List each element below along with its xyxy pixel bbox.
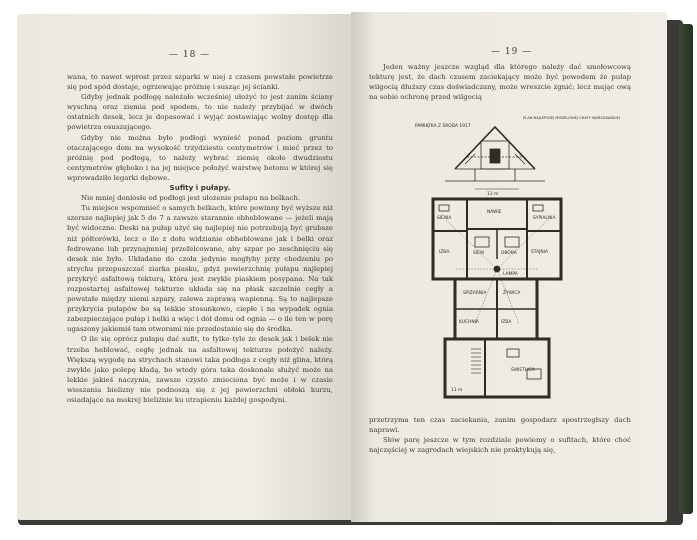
room-label: IZBA	[439, 250, 450, 255]
plan-caption-left: PAMIĄTKA Z ŚRODA 1917	[415, 124, 471, 129]
paragraph: Jeden ważny jeszcze wzgląd dla którego należy dać smołowcową tekturę jest, że dach czasem zaciekający może być powodem że pułap wilgocią dłuższy czas doświadczany, może wreszcie zgnić; lecz mając ową na sobie ochronę przed wilgocią	[369, 63, 631, 102]
room-label: IZBA	[501, 320, 512, 325]
paragraph: wana, to nawet wprost przez szparki w niej z czasem powstałe powietrze się pod spód dostaje, ogrzewając próżnię i susząc jej ścianki.	[67, 73, 333, 92]
left-page	[17, 14, 351, 520]
room-label: OBORA	[501, 251, 517, 256]
room-label: KUCHNIA	[459, 320, 479, 325]
right-page-text-bottom	[369, 415, 631, 455]
room-label: NAWIE	[487, 210, 502, 215]
section-heading: Sufity i pułapy.	[169, 183, 231, 193]
page-number: — 19 —	[491, 47, 533, 57]
room-label: SIENIA	[437, 216, 452, 221]
room-label: STAJNIA	[531, 250, 549, 255]
right-page-text-top	[369, 62, 631, 102]
left-page-text	[67, 72, 333, 405]
paragraph: Nie mniej doniosłe od podłogi jest ułożenie pułapu na belkach.	[81, 194, 300, 203]
room-label: LAMPA	[503, 272, 518, 277]
room-label: ŚWIETLICA	[511, 368, 535, 373]
book-cover-edge	[679, 24, 693, 514]
plan-dimension: 13 m	[487, 192, 499, 197]
room-label: SPIŻARNIA	[463, 291, 487, 296]
paragraph: Gdyby jednak podłogę należało wcześniej ułożyć to jest zanim ściany wyschną oraz ziemia pod spodem, to nie należy przybijać w dwóch ostatnich desek, lecz je dopasować i wyjąć zostawiając wolny dostęp dla powietrza osuszającego.	[67, 93, 333, 132]
room-label: ŻYWICA	[503, 291, 521, 296]
plan-dimension: 11 m	[451, 388, 463, 393]
room-label: SYPIALNIA	[533, 216, 556, 221]
paragraph: O ile się oprócz pułapu dać sufit, to tylko tyle że desek jak i belek nie trzeba heblować, cegłę jednak na asfaltowej tekturze położyć należy. Większą wygodę na strychach stanowi taka podłoga z cegły niż glina, którą zwykle jako polepę kładą, bo wtedy góra taka doskonale służyć może na lekkie jakieś naczynia, zawsze czysto zmieciona być może i w czasie wieszania bielizny nie podnoszą się z jej powierzchni obłoki kurzu, osiadające na mokrej bieliźnie ku utrapieniu każdej gospodyni.	[67, 335, 333, 404]
paragraph: Słów parę jeszcze w tym rozdziale powiemy o sufitach, które choć najczęściej w zagrodach wiejskich nie praktykują się,	[369, 436, 631, 455]
room-label: SIEW	[473, 251, 485, 256]
paragraph: Tu miejsce wspomnieć o samych belkach, które powinny być wyższe niż szersze najlepiej jak 5 do 7 a zawsze starannie obheblowane — jeżeli mają być widoczne. Deski na pułap użyć się najlepiej nie potrzebują być grubsze niż półtorówki, lecz o ile z dołu widzianie obheblowane jak i belki oraz fedrowane lub przynajmniej przefelcowane, aby szpar po zeschnięciu się desek nie było. Układane do czoła jedynie mogłyby przy chodzeniu po strychu przepuszczać ziarka piasku, gdyż powierzchnię pułapu najlepiej przykryć asfaltową tekturą, która jest zwykle piaskiem posypana. Na tak rozpostartej asfaltowej tekturze układa się na płask szczelnie cegły a powstałe między niemi szpary, zalewa zaprawą wapienną. Są to najlepsze przykrycia pułapów bo są lekkie stosunkowo, ciepłe i na wypadek ognia zabezpieczające pułap i belki a więc i dół domu od ognia — o ile ten w porę ugaszony jakiemiś tam otworami nie przedostanie się do środka.	[67, 204, 333, 334]
plan-caption-right: PLAN NAJLEPSZEJ MODELOWEJ CHATY WARSZAWSKIEJ	[523, 116, 620, 120]
paragraph: przetrzyma ten czas zaciekania, zanim gospodarz spostrzegłszy dach naprawi.	[369, 416, 631, 435]
right-page	[351, 12, 667, 522]
paragraph: Gdyby nie można było podłogi wynieść ponad poziom gruntu otaczającego dom na wysokość trzydziestu centymetrów i mieć przez to próżnię pod podłogą, to należy wybrać ziemię około dwudziestu centymetrów głęboko i na jej miejsce położyć warstwę betonu w której się wprowadziło legarki dębowe.	[67, 133, 333, 182]
page-number: — 18 —	[169, 50, 211, 60]
house-floor-plan	[415, 109, 620, 407]
